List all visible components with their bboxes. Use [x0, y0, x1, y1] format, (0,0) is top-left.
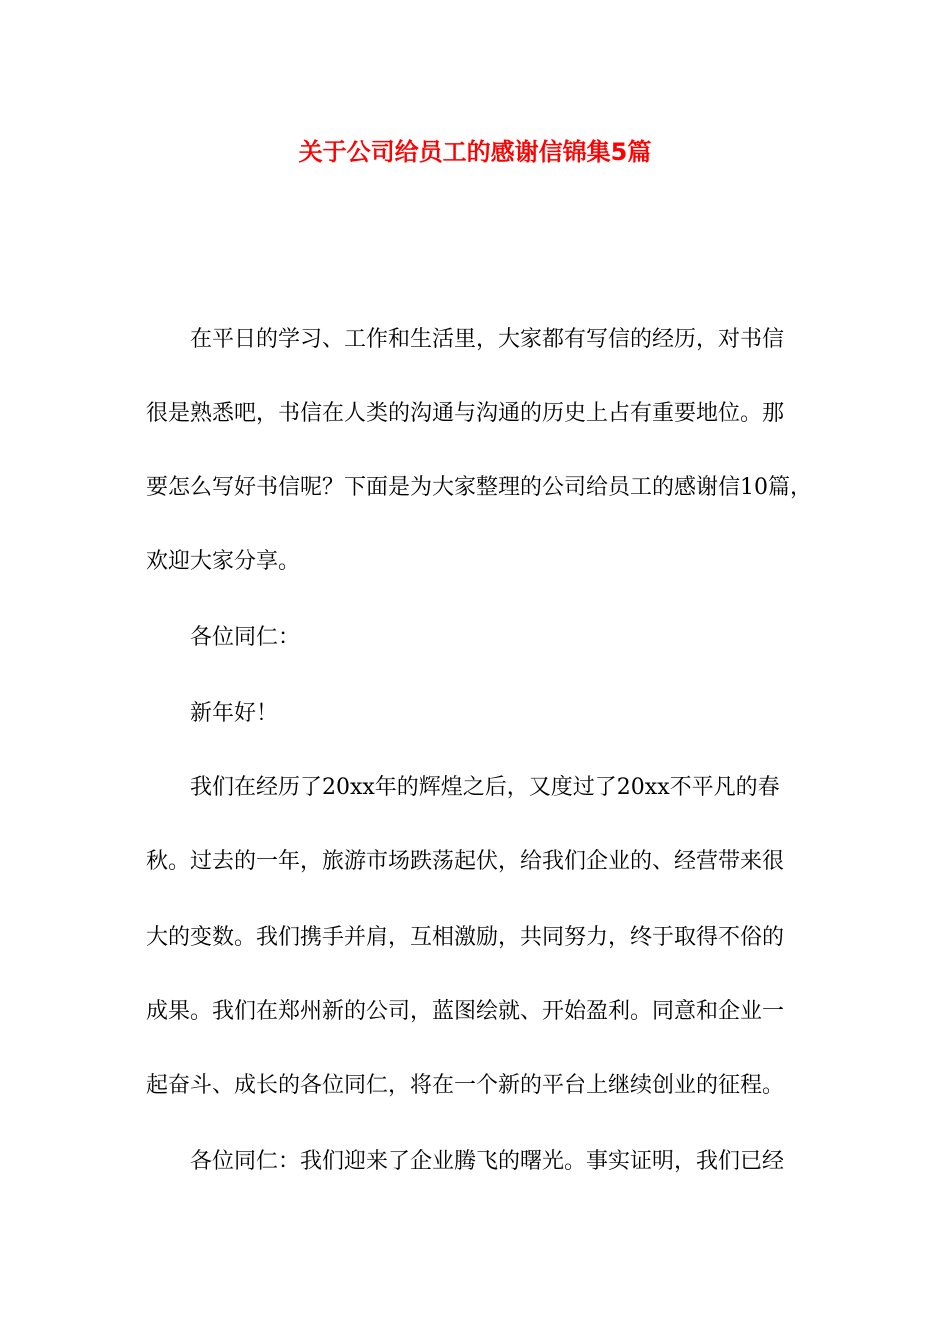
body-line: 秋。过去的一年，旅游市场跌荡起伏，给我们企业的、经营带来很 — [146, 849, 785, 874]
body-line: 各位同仁：我们迎来了企业腾飞的曙光。事实证明，我们已经 — [190, 1149, 785, 1174]
document-title: 关于公司给员工的感谢信锦集5篇 — [298, 138, 652, 166]
body-line: 在平日的学习、工作和生活里，大家都有写信的经历，对书信 — [190, 327, 785, 352]
greeting: 新年好！ — [190, 701, 279, 726]
body-line: 要怎么写好书信呢？下面是为大家整理的公司给员工的感谢信10篇， — [146, 475, 812, 500]
body-line: 起奋斗、成长的各位同仁，将在一个新的平台上继续创业的征程。 — [146, 1073, 785, 1098]
salutation: 各位同仁： — [190, 625, 301, 650]
body-line: 很是熟悉吧，书信在人类的沟通与沟通的历史上占有重要地位。那 — [146, 401, 785, 426]
body-line: 大的变数。我们携手并肩，互相激励，共同努力，终于取得不俗的 — [146, 925, 785, 950]
body-line: 欢迎大家分享。 — [146, 549, 301, 574]
body-line: 我们在经历了20xx年的辉煌之后，又度过了20xx不平凡的春 — [190, 775, 780, 800]
body-line: 成果。我们在郑州新的公司，蓝图绘就、开始盈利。同意和企业一 — [146, 999, 785, 1024]
